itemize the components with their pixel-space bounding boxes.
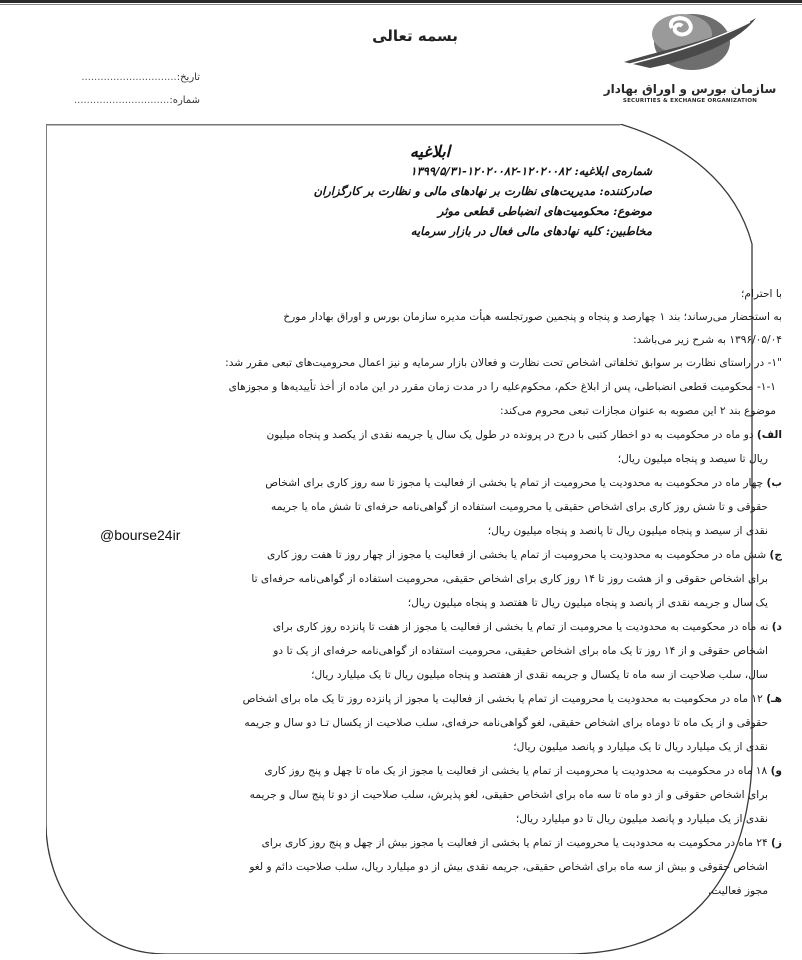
item-vav — [264, 765, 782, 777]
top-border — [0, 0, 802, 3]
watermark-handle: @bourse24ir — [100, 527, 181, 543]
notice-number-label: شماره‌ی ابلاغیه: — [574, 164, 652, 178]
item-text: ۲۴ ماه در محکومیت به محدودیت یا محرومیت از تمام یا بخشی از فعالیت یا مجوز بیش از چهل و پنج روز کاری برای — [261, 837, 768, 849]
issuer-label: صادرکننده: — [599, 184, 652, 198]
notice-title: ابلاغیه — [409, 142, 451, 161]
item-dal-line-3: سال، سلب صلاحیت از سه ماه تا یکسال و جریمه نقدی از هفتصد و پنجاه میلیون ریال تا یک میلیارد ریال؛ — [311, 669, 768, 681]
item-dal-line-2: اشخاص حقوقی و از ۱۴ روز تا یک ماه برای اشخاص حقیقی، محرومیت استفاده از گواهی‌نامه حرفه‌ای از یک تا دو — [273, 645, 768, 657]
item-he-line-3: نقدی از یک میلیارد ریال تا یک میلیارد و پانصد میلیون ریال؛ — [513, 741, 768, 753]
item-vav-line-3: نقدی از یک میلیارد و پانصد میلیون ریال تا دو میلیارد ریال؛ — [515, 813, 768, 825]
issuer-line — [172, 182, 652, 200]
logo-english-name: SECURITIES & EXCHANGE ORGANIZATION — [622, 98, 758, 104]
organization-logo — [600, 10, 780, 105]
subject-label: موضوع: — [613, 204, 652, 218]
item-dal — [273, 621, 782, 633]
clause-1-1-line-2: موضوع بند ۲ این مصوبه به عنوان مجازات تبعی محروم می‌کند: — [499, 405, 776, 417]
item-ze-line-2: اشخاص حقوقی و بیش از سه ماه برای اشخاص حقیقی، جریمه نقدی بیش از دو میلیارد ریال، سلب صلاحیت دائم و لغو — [249, 861, 768, 873]
subject-value: محکومیت‌های انضباطی قطعی موثر — [437, 204, 610, 218]
item-marker: د) — [771, 621, 782, 633]
audience-label: مخاطبین: — [605, 224, 652, 238]
date-label: تاریخ: — [176, 72, 200, 83]
item-text: ۱۸ ماه در محکومیت به محدودیت یا محرومیت از تمام یا بخشی از فعالیت یا مجوز از یک ماه تا چهل و پنج روز کاری — [264, 765, 768, 777]
item-jim-line-3: یک سال و جریمه نقدی از پانصد و پنجاه میلیون ریال تا هفتصد و پنجاه میلیون ریال؛ — [407, 597, 768, 609]
notice-number-line — [172, 162, 652, 180]
intro-line-1: به استحضار می‌رساند؛ بند ۱ چهارصد و پنجاه و پنجمین صورتجلسه هیأت مدیره سازمان بورس و اوراق بهادار مورخ — [283, 311, 782, 323]
number-field — [73, 95, 200, 106]
notice-number-value: ۱۲۰۲۰۰۸۲-۱۲۰۲۰۰۸۲-۱۳۹۹/۵/۳۱ — [410, 164, 571, 178]
clause-1: "۱- در راستای نظارت بر سوابق تخلفاتی اشخاص تحت نظارت و فعالان بازار سرمایه و نیز اعمال محرومیت‌های تبعی مقرر شد: — [225, 357, 782, 369]
number-label: شماره: — [169, 95, 200, 106]
item-jim-line-2: برای اشخاص حقوقی و از هشت روز تا ۱۴ روز کاری برای اشخاص حقیقی، محرومیت استفاده از گواهی‌نامه حرفه‌ای تا — [251, 573, 768, 585]
item-text: شش ماه در محکومیت به محدودیت یا محرومیت از تمام یا بخشی از فعالیت یا مجوز از چهار روز تا هفت روز کاری — [267, 549, 767, 561]
date-field — [80, 72, 200, 83]
item-marker: و) — [770, 765, 782, 777]
greeting: با احترام؛ — [741, 288, 782, 300]
globe-logo-icon — [620, 10, 760, 72]
item-he-line-2: حقوقی و از یک ماه تا دوماه برای اشخاص حقیقی، لغو گواهی‌نامه حرفه‌ای، سلب صلاحیت از یکسال تـا دو سال و جریمه — [244, 717, 768, 729]
item-marker: هـ) — [766, 693, 782, 705]
issuer-value: مدیریت‌های نظارت بر نهادهای مالی و نظارت بر کارگزاران — [313, 184, 596, 198]
item-text: چهار ماه در محکومیت به محدودیت یا محرومیت از تمام یا بخشی از فعالیت یا مجوز تا سه روز کاری برای اشخاص — [265, 477, 764, 489]
item-jim — [267, 549, 782, 561]
date-value: .............................. — [81, 72, 177, 83]
subject-line — [172, 202, 652, 220]
item-marker: ز) — [771, 837, 782, 849]
number-value: .............................. — [73, 95, 170, 106]
item-vav-line-2: برای اشخاص حقوقی و از دو ماه تا سه ماه برای اشخاص حقیقی، لغو پذیرش، سلب صلاحیت از دو تا پنج سال و جریمه — [249, 789, 768, 801]
item-he — [243, 693, 782, 705]
top-border-thin — [0, 4, 802, 5]
clause-1-1-line-1: ۱-۱- محکومیت قطعی انضباطی، پس از ابلاغ حکم، محکوم‌علیه را در مدت زمان مقرر در این ماده از أخذ تأییدیه‌ها و مجوزهای — [228, 381, 776, 393]
audience-value: کلیه نهادهای مالی فعال در بازار سرمایه — [410, 224, 602, 238]
item-alef — [267, 429, 783, 441]
item-ze-line-3: مجوز فعالیت. — [707, 885, 768, 897]
item-text: دو ماه در محکومیت به دو اخطار کتبی با درج در پرونده در طول یک سال یا جریمه نقدی از یکصد و پنجاه میلیون — [266, 429, 754, 441]
logo-persian-name: سازمان بورس و اوراق بهادار — [603, 82, 777, 96]
item-alef-line-2: ریال تا سیصد و پنجاه میلیون ریال؛ — [617, 453, 768, 465]
bismillah-heading: بسمه تعالی — [372, 27, 458, 45]
item-text: نه ماه در محکومیت به محدودیت یا محرومیت از تمام یا بخشی از فعالیت یا مجوز از هفت تا پانزده روز کاری برای — [272, 621, 769, 633]
item-ze — [262, 837, 782, 849]
item-be — [265, 477, 782, 489]
item-marker: ج) — [769, 549, 782, 561]
item-marker: الف) — [756, 429, 782, 441]
item-be-line-2: حقوقی و تا شش روز کاری برای اشخاص حقیقی یا محرومیت استفاده از گواهی‌نامه حرفه‌ای تا شش ماه یا جریمه — [271, 501, 768, 513]
item-be-line-3: نقدی از سیصد و پنجاه میلیون ریال تا پانصد و پنجاه میلیون ریال؛ — [487, 525, 768, 537]
intro-line-2: ۱۳۹۶/۰۵/۰۴ به شرح زیر می‌باشد: — [633, 334, 782, 346]
item-text: ۱۲ ماه در محکومیت به محدودیت یا محرومیت از تمام یا بخشی از فعالیت یا مجوز از پانزده روز تا یک ماه برای اشخاص — [242, 693, 763, 705]
item-marker: ب) — [766, 477, 782, 489]
audience-line — [172, 222, 652, 240]
